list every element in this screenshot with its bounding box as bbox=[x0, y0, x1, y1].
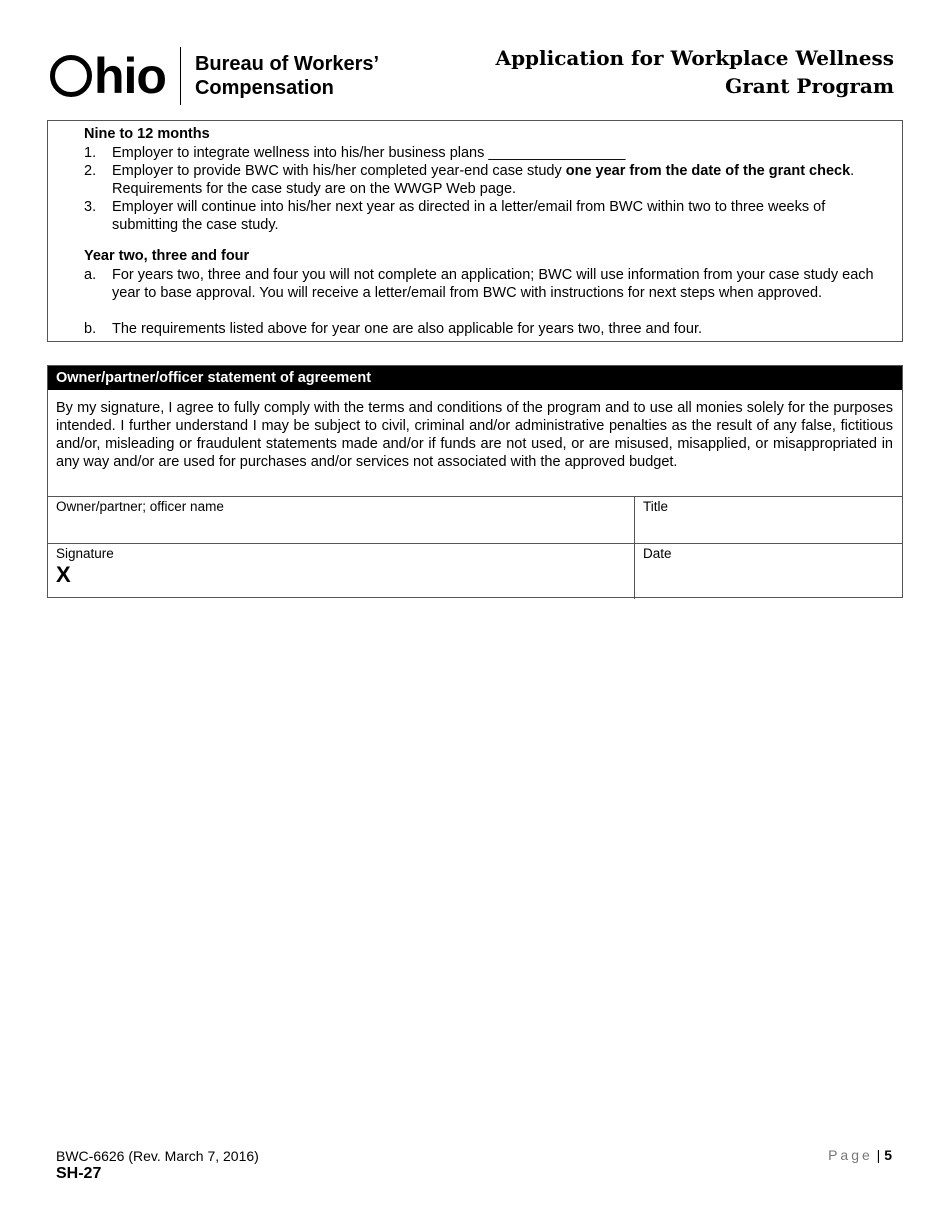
page-word: Page bbox=[828, 1147, 873, 1163]
item-letter: b. bbox=[84, 321, 97, 337]
list-item bbox=[84, 320, 894, 338]
nine-months-heading: Nine to 12 months bbox=[84, 126, 210, 142]
ohio-logo-text: hio bbox=[50, 51, 166, 101]
footer-form-info bbox=[56, 1147, 259, 1183]
bureau-name bbox=[195, 52, 379, 100]
item-number: 3. bbox=[84, 199, 97, 215]
document-title bbox=[496, 44, 894, 100]
page-separator: | bbox=[876, 1147, 881, 1163]
item-number: 2. bbox=[84, 163, 97, 179]
signature-date-row bbox=[48, 543, 902, 599]
title-field[interactable] bbox=[635, 497, 902, 543]
item-bold-text: one year from the date of the grant check bbox=[565, 163, 851, 179]
item-number: 1. bbox=[84, 145, 97, 161]
requirements-box bbox=[47, 120, 903, 342]
page-number: 5 bbox=[884, 1147, 892, 1163]
date-field[interactable] bbox=[635, 544, 902, 599]
bureau-line2: Compensation bbox=[194, 77, 334, 99]
title-label: Title bbox=[643, 499, 669, 514]
bwc-logo bbox=[50, 44, 379, 108]
years-heading: Year two, three and four bbox=[84, 248, 250, 264]
bureau-line1: Bureau of Workers’ bbox=[194, 53, 380, 75]
item-text: For years two, three and four you will not complete an application; BWC will use information from your case study each year to base approval. You will receive a letter/email from BWC with instructions for next steps when approved. bbox=[112, 267, 874, 301]
item-letter: a. bbox=[84, 267, 97, 283]
agreement-body: By my signature, I agree to fully comply with the terms and conditions of the program and to use all monies solely for the purposes intended. I further understand I may be subject to civil, criminal and/or administrative penalties as the result of any false, fictitious and/or, misleading or fraudulent statements made and/or if funds are not used, or are misused, misapplied, or misappropriated in any way and/or are used for purchases and/or services not associated with the approved budget. bbox=[56, 400, 893, 470]
item-text: Employer to integrate wellness into his/her business plans _________________ bbox=[112, 145, 626, 161]
signature-field[interactable] bbox=[48, 544, 635, 599]
list-item bbox=[84, 198, 894, 234]
title-line1: Application for Workplace Wellness bbox=[495, 46, 894, 70]
form-code: SH-27 bbox=[56, 1165, 102, 1182]
list-item bbox=[84, 144, 894, 162]
item-text: The requirements listed above for year one are also applicable for years two, three and four. bbox=[112, 321, 702, 337]
signature-x-mark: X bbox=[56, 562, 71, 587]
agreement-heading: Owner/partner/officer statement of agreement bbox=[48, 366, 902, 390]
title-line2: Grant Program bbox=[725, 74, 894, 98]
form-id: BWC-6626 (Rev. March 7, 2016) bbox=[56, 1148, 259, 1164]
page-indicator bbox=[828, 1147, 892, 1163]
item-text: Employer will continue into his/her next year as directed in a letter/email from BWC within two to three weeks of submitting the case study. bbox=[112, 199, 826, 233]
item-text: Employer to provide BWC with his/her completed year-end case study one year from the date of the grant check. Requirements for the case study are on the WWGP Web page. bbox=[112, 163, 855, 197]
signature-label: Signature bbox=[56, 546, 114, 561]
name-title-row bbox=[48, 496, 902, 543]
date-label: Date bbox=[643, 546, 672, 561]
logo-divider bbox=[180, 47, 181, 105]
list-item bbox=[84, 162, 894, 198]
list-item bbox=[84, 266, 894, 302]
officer-name-field[interactable] bbox=[48, 497, 635, 543]
officer-name-label: Owner/partner; officer name bbox=[56, 499, 224, 514]
agreement-box bbox=[47, 365, 903, 598]
